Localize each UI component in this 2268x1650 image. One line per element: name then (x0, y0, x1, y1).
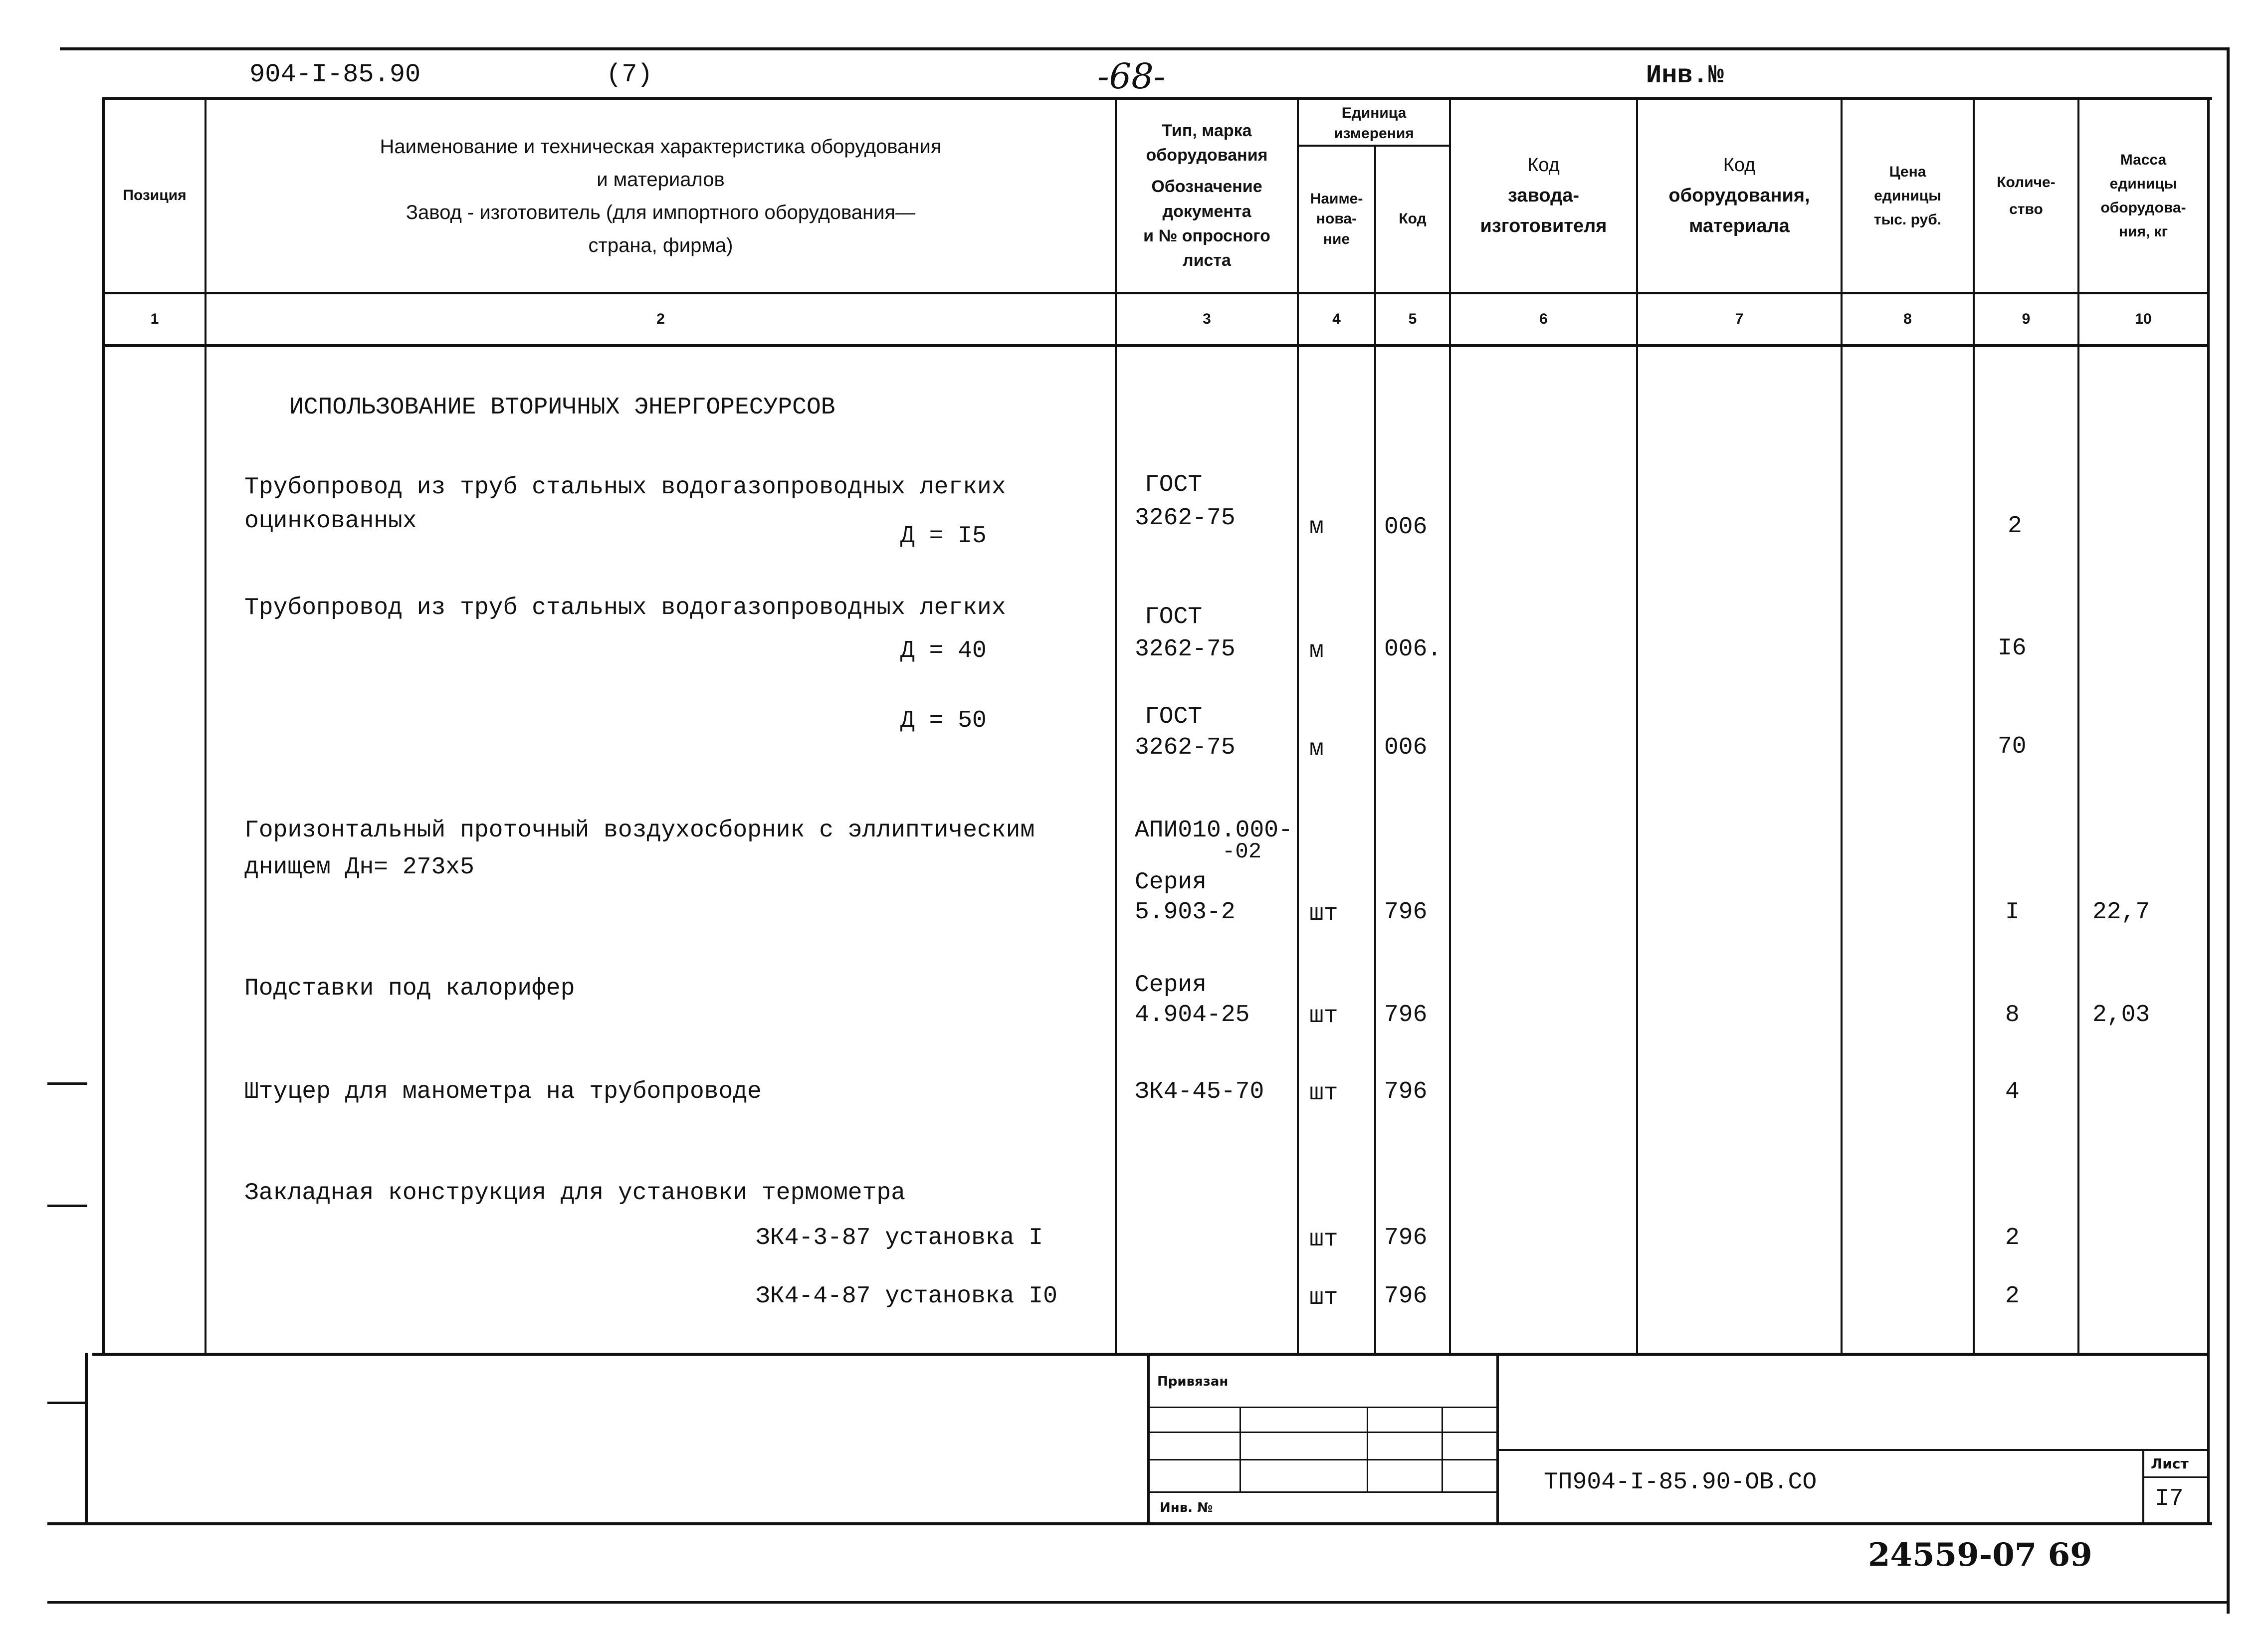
stamp-grid-h1 (1147, 1407, 1496, 1408)
col-header-mass: Масса единицы оборудова- ния, кг (2100, 151, 2186, 240)
row-type-line: ГОСТ (1145, 703, 1203, 730)
row-qty: 2 (2005, 1225, 2020, 1251)
title-block-right-line (2207, 1353, 2210, 1522)
stamp-grid-h2 (1147, 1432, 1496, 1433)
row-unit: м (1309, 637, 1324, 664)
row-type-line: АПИ010.000- (1135, 817, 1293, 844)
col-header-equipment-code: Код оборудования, материала (1668, 155, 1810, 236)
row-type-line: Серия (1135, 869, 1207, 896)
row-code: 796 (1384, 899, 1428, 926)
col-header-position: Позиция (123, 187, 187, 204)
col-header-price: Цена единицы тыс. руб. (1873, 163, 1942, 228)
row-unit: шт (1309, 1080, 1338, 1107)
row-spec: Д = 50 (900, 707, 987, 734)
stamp-grid-v3 (1442, 1407, 1443, 1491)
row-unit: шт (1309, 1284, 1338, 1311)
col-num-9: 9 (2022, 311, 2031, 327)
row-name-line: Закладная конструкция для установки термометра (244, 1180, 906, 1207)
row-qty: 8 (2005, 1002, 2020, 1029)
margin-tick (47, 1402, 87, 1404)
header-right (2207, 97, 2210, 1354)
sheet-paren: (7) (606, 60, 653, 89)
row-spec: Д = I5 (900, 523, 987, 550)
frame-right (2227, 47, 2230, 1614)
row-code: 796 (1384, 1283, 1428, 1310)
col-header-maker-code: Код завода- изготовителя (1480, 155, 1607, 236)
inv-label: Инв.№ (1646, 61, 1724, 90)
row-qty: I (2005, 899, 2020, 926)
margin-tick (47, 1205, 87, 1207)
sheet-number: I7 (2155, 1485, 2184, 1512)
sheet-cell-divider (2144, 1476, 2207, 1478)
row-name-line: Штуцер для манометра на трубопроводе (244, 1078, 762, 1105)
col-num-4: 4 (1332, 311, 1341, 327)
title-block-top-line (92, 1353, 2210, 1356)
col-header-name: Наименование и техническая характеристика оборудования и материалов Завод - изготовитель (для импортного оборудования— страна, фирма) (380, 135, 942, 256)
row-type-line: ГОСТ (1145, 471, 1203, 498)
row-unit: шт (1309, 1003, 1338, 1030)
col-num-5: 5 (1408, 311, 1417, 327)
row-name-line: Горизонтальный проточный воздухосборник с эллиптическим (244, 817, 1035, 844)
row-qty: 70 (1998, 733, 2027, 760)
col-header-unit-code: Код (1399, 210, 1427, 227)
col-header-type: Тип, марка оборудования Обозначение документа и № опросного листа (1143, 121, 1270, 270)
title-block-left-line (85, 1353, 88, 1522)
col-num-3: 3 (1203, 311, 1211, 327)
footer-line (47, 1601, 2227, 1604)
stamp-attached-label: Привязан (1157, 1374, 1229, 1389)
row-name-line: оцинкованных (244, 508, 417, 535)
row-qty: I6 (1998, 635, 2027, 662)
row-type-line: Серия (1135, 972, 1207, 999)
row-unit: шт (1309, 1226, 1338, 1253)
col-num-6: 6 (1539, 311, 1548, 327)
row-mass: 22,7 (2092, 899, 2150, 926)
stamp-left-line (1147, 1353, 1150, 1522)
stamp-grid-v1 (1239, 1407, 1241, 1491)
row-type-line: ЗК4-45-70 (1135, 1078, 1264, 1105)
stamp-grid-h3 (1147, 1459, 1496, 1460)
row-name-line: Подставки под калорифер (244, 975, 575, 1002)
row-type-line: 3262-75 (1135, 636, 1236, 663)
row-code: 006 (1384, 514, 1428, 541)
designation: ТП904-I-85.90-ОВ.СО (1544, 1469, 1817, 1496)
designation-top-line (1496, 1449, 2210, 1451)
stamp-inv-label: Инв. № (1160, 1500, 1213, 1515)
row-qty: 4 (2005, 1078, 2020, 1105)
col-num-10: 10 (2135, 311, 2152, 327)
row-type-line: 3262-75 (1135, 734, 1236, 761)
row-spec: ЗК4-4-87 установка I0 (756, 1283, 1057, 1310)
row-type-line: 4.904-25 (1135, 1002, 1250, 1029)
row-unit: м (1309, 514, 1324, 541)
row-qty: 2 (2005, 1283, 2020, 1310)
footer-number: 24559-07 69 (1868, 1536, 2092, 1574)
doc-code: 904-I-85.90 (249, 60, 421, 89)
stamp-grid-v2 (1367, 1407, 1368, 1491)
row-spec: Д = 40 (900, 637, 987, 664)
row-qty: 2 (2008, 513, 2022, 540)
stamp-grid-h4 (1147, 1491, 1496, 1493)
col-num-7: 7 (1735, 311, 1744, 327)
row-code: 796 (1384, 1225, 1428, 1251)
title-block-bottom-line (47, 1522, 2212, 1525)
number-row-bottom-line (102, 344, 2210, 347)
page-number: -68- (1097, 56, 1166, 97)
row-code: 796 (1384, 1002, 1428, 1029)
col-header-unit-group: Единица измерения (1334, 105, 1414, 142)
row-code: 006 (1384, 734, 1428, 761)
col-num-2: 2 (656, 311, 665, 327)
row-name-line: Трубопровод из труб стальных водогазопроводных легких (244, 595, 1006, 621)
row-unit: шт (1309, 900, 1338, 927)
row-mass: 2,03 (2092, 1002, 2150, 1029)
row-type-line: 5.903-2 (1135, 899, 1236, 926)
col-header-quantity: Количе- ство (1997, 174, 2056, 217)
row-name-line: днищем Дн= 273х5 (244, 854, 474, 881)
frame-top (60, 47, 2230, 50)
row-name-line: Трубопровод из труб стальных водогазопроводных легких (244, 474, 1006, 501)
sheet-cell-line (2142, 1449, 2144, 1522)
margin-tick (47, 1082, 87, 1085)
section-title: ИСПОЛЬЗОВАНИЕ ВТОРИЧНЫХ ЭНЕРГОРЕСУРСОВ (289, 394, 835, 421)
row-code: 006. (1384, 636, 1442, 663)
stamp-right-line (1496, 1353, 1499, 1522)
row-spec: ЗК4-3-87 установка I (756, 1225, 1043, 1251)
row-code: 796 (1384, 1078, 1428, 1105)
col-num-8: 8 (1903, 311, 1912, 327)
row-unit: м (1309, 736, 1324, 763)
row-type-line: ГОСТ (1145, 604, 1203, 630)
row-type-line: 3262-75 (1135, 505, 1236, 532)
row-type-line: -02 (1222, 839, 1262, 864)
col-header-unit-name: Наиме- нова- ние (1310, 190, 1363, 247)
col-num-1: 1 (150, 311, 159, 327)
sheet-label: Лист (2151, 1455, 2189, 1472)
